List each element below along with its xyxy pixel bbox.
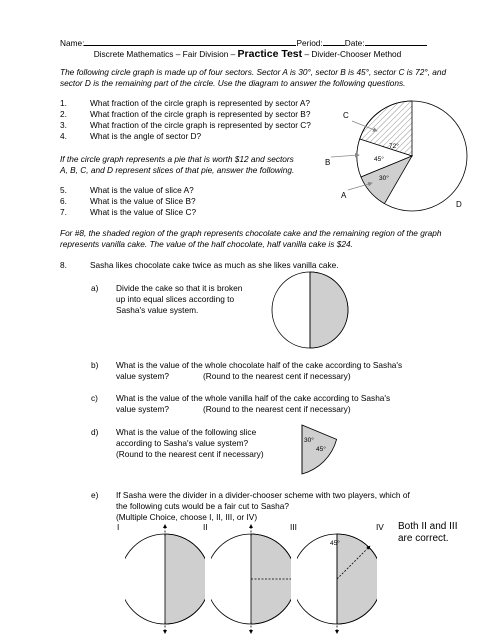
q8c-line-2b: (Round to the nearest cent if necessary): [203, 404, 351, 414]
label-d: D: [456, 200, 462, 209]
angle-c: 72°: [389, 143, 399, 150]
page-title: Discrete Mathematics – Fair Division – Practice Test – Divider-Chooser Method: [93, 48, 402, 60]
q8b-line-1: What is the value of the whole chocolate half of the cake according to Sasha's: [116, 360, 403, 370]
angle-b: 45°: [374, 156, 384, 163]
q8d-line-2: according to Sasha's value system?: [116, 438, 249, 448]
angle-a: 30°: [379, 175, 389, 182]
q8c-line-1: What is the value of the whole vanilla half of the cake according to Sasha's: [116, 393, 391, 403]
header-line: [60, 36, 440, 49]
q8e-label: e): [91, 490, 99, 500]
q8a-line-1: Divide the cake so that it is broken: [116, 283, 243, 293]
name-blank[interactable]: [84, 36, 296, 46]
q8b-line-2a: value system?: [116, 371, 170, 381]
period-blank[interactable]: [323, 36, 345, 46]
intro-line-1: The following circle graph is made up of four sectors. Sector A is 30°, sector B is 45°, sector C is 72°, and: [60, 67, 447, 77]
choice-iii-label[interactable]: III: [290, 522, 297, 532]
q8b-label: b): [91, 360, 99, 370]
date-blank[interactable]: [365, 36, 427, 46]
q8a-line-2: up into equal slices according to: [116, 294, 235, 304]
label-b: B: [325, 158, 331, 167]
choice-i-diagram[interactable]: [125, 524, 205, 634]
option-iv-line-1[interactable]: Both II and III: [398, 521, 458, 532]
question-7: 7. What is the value of Slice C?: [60, 207, 197, 217]
question-6: 6. What is the value of Slice B?: [60, 196, 196, 206]
intro-line-2: sector D is the remaining part of the circle. Use the diagram to answer the following questions.: [60, 78, 406, 88]
q8a-line-3: Sasha's value system.: [116, 305, 199, 315]
option-iv-line-2[interactable]: are correct.: [398, 533, 449, 544]
date-label: Date:: [344, 38, 365, 48]
q8-intro-line-1: For #8, the shaded region of the graph represents chocolate cake and the remaining region of the graph: [60, 228, 442, 238]
question-1: 1. What fraction of the circle graph is represented by sector A?: [60, 98, 310, 108]
q8a-label: a): [91, 283, 99, 293]
arrow-b: [331, 155, 359, 157]
q8e-line-1: If Sasha were the divider in a divider-chooser scheme with two players, which of: [116, 490, 410, 500]
slice-angle-30: 30°: [304, 437, 314, 444]
q8c-line-2a: value system?: [116, 404, 170, 414]
q8d-line-1: What is the value of the following slice: [116, 427, 257, 437]
pie-intro-line-2: A, B, C, and D represent slices of that pie, answer the following.: [60, 165, 295, 175]
choice-ii-label[interactable]: II: [203, 522, 208, 532]
slice-angle-45: 45°: [316, 446, 326, 453]
question-4: 4. What is the angle of sector D?: [60, 131, 202, 141]
q8-intro-line-2: represents vanilla cake. The value of the half chocolate, half vanilla cake is $24.: [60, 239, 353, 249]
q8e-line-2: the following cuts would be a fair cut to Sasha?: [116, 501, 289, 511]
label-c: C: [343, 111, 349, 120]
circle-graph: [315, 95, 485, 220]
question-8: 8. Sasha likes chocolate cake twice as much as she likes vanilla cake.: [60, 260, 339, 270]
q8e-line-3: (Multiple Choice, choose I, II, III, or IV): [116, 512, 258, 522]
name-label: Name:: [60, 38, 85, 48]
q8d-line-3: (Round to the nearest cent if necessary): [116, 449, 264, 459]
choice-i-label[interactable]: I: [117, 522, 120, 532]
q8d-label: d): [91, 427, 99, 437]
q8c-label: c): [91, 393, 98, 403]
choice-iii-diagram[interactable]: [297, 524, 377, 634]
question-2: 2. What fraction of the circle graph is represented by sector B?: [60, 109, 311, 119]
period-label: Period:: [296, 38, 323, 48]
choice-iv-label[interactable]: IV: [376, 522, 384, 532]
q8b-line-2b: (Round to the nearest cent if necessary): [203, 371, 351, 381]
pie-intro-line-1: If the circle graph represents a pie that is worth $12 and sectors: [60, 154, 294, 164]
question-3: 3. What fraction of the circle graph is represented by sector C?: [60, 120, 311, 130]
slice-diagram-d: [290, 418, 360, 478]
choice-iii-angle: 45°: [330, 540, 340, 547]
label-a: A: [341, 191, 347, 200]
question-5: 5. What is the value of slice A?: [60, 185, 194, 195]
cake-diagram-a: [270, 270, 350, 350]
choice-ii-diagram[interactable]: [211, 524, 291, 634]
